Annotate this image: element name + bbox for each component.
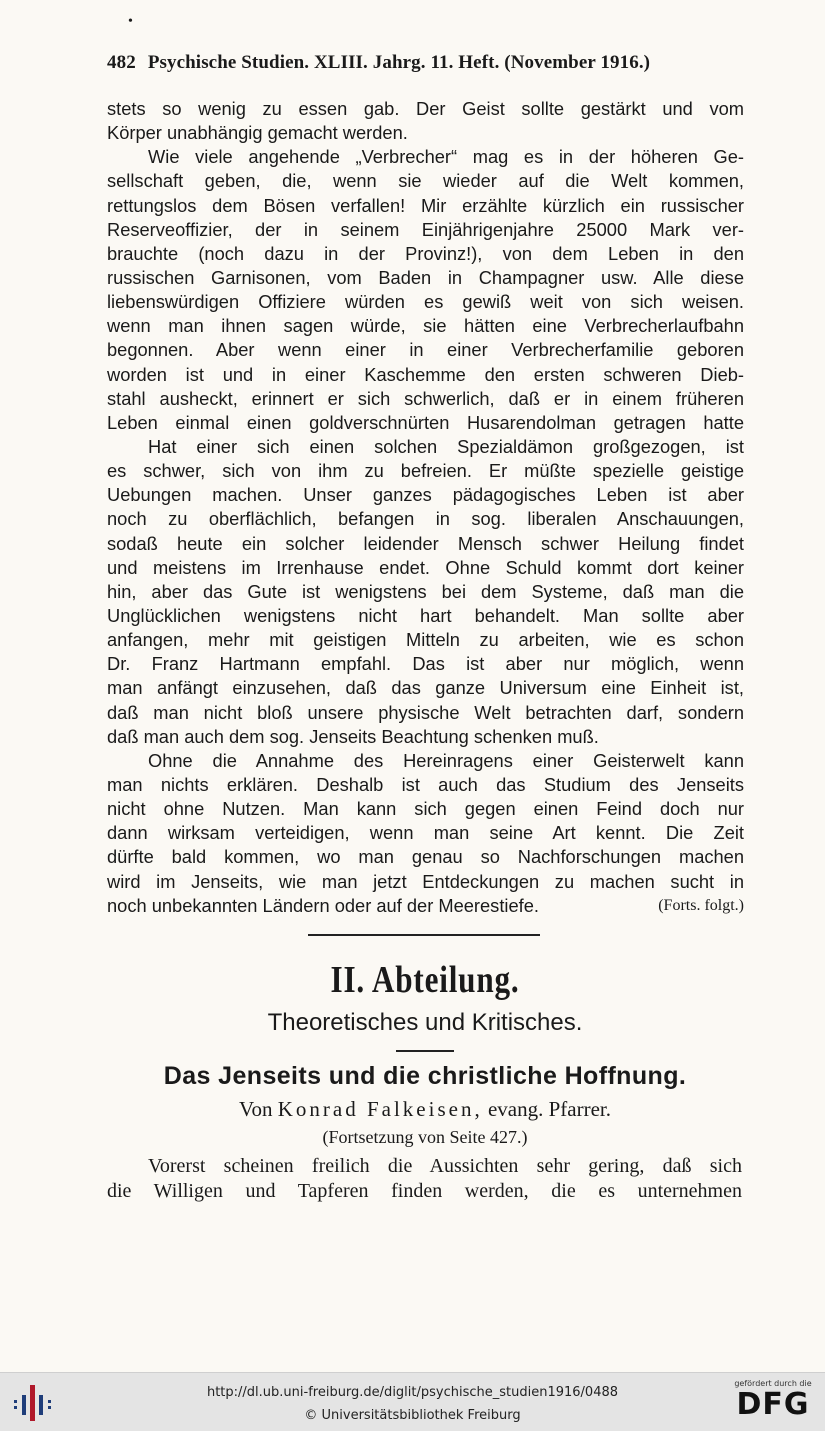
text-line: russischen Garnisonen, vom Baden in Champagner usw. Alle diese <box>107 266 744 288</box>
text-line: sodaß heute ein solcher leidender Mensch schwer Heilung findet <box>107 532 744 554</box>
text-line: Vorerst scheinen freilich die Aussichten sehr gering, daß sich <box>148 1155 742 1177</box>
dfg-wordmark: DFG <box>736 1387 810 1422</box>
title-divider <box>396 1050 454 1052</box>
text-line: brauchte (noch dazu in der Provinz!), von dem Leben in den <box>107 242 744 264</box>
text-line: nicht ohne Nutzen. Man kann sich gegen einen Feind doch nur <box>107 798 744 820</box>
continued-from: (Fortsetzung von Seite 427.) <box>322 1127 528 1147</box>
text-line: liebenswürdigen Offiziere würden es gewiß weit von sich weisen. <box>107 291 744 313</box>
body-text <box>107 97 744 918</box>
section-divider <box>308 934 540 936</box>
text-line: begonnen. Aber wenn einer in einer Verbrecherfamilie geboren <box>107 339 744 361</box>
footer-bar <box>0 1372 825 1431</box>
top-mark: • <box>128 14 133 29</box>
text-line: Unglücklichen wenigstens nicht hart behandelt. Man sollte aber <box>107 604 744 626</box>
article-body <box>107 1154 742 1204</box>
text-line: und meistens im Irrenhause endet. Ohne Schuld kommt dort keiner <box>107 556 744 578</box>
text-line: es schwer, sich von ihm zu befreien. Er müßte spezielle geistige <box>107 460 744 482</box>
text-line: hin, aber das Gute ist wenigstens bei dem Systeme, daß man die <box>107 580 744 602</box>
dfg-tagline: gefördert durch die <box>734 1379 812 1388</box>
text-line: man nichts erklären. Deshalb ist auch das Studium des Jenseits <box>107 773 744 795</box>
section-subtitle: Theoretisches und Kritisches. <box>267 1009 583 1036</box>
text-line: Uebungen machen. Unser ganzes pädagogisches Leben ist aber <box>107 484 744 506</box>
text-line: worden ist und in einer Kaschemme den ersten schweren Dieb- <box>107 363 744 385</box>
text-line: wird im Jenseits, wie man jetzt Entdeckungen zu machen sucht in <box>107 870 744 892</box>
text-line: wenn man ihnen sagen würde, sie hätten eine Verbrecherlaufbahn <box>107 315 744 337</box>
section-title: II. Abteilung. <box>330 959 520 1001</box>
text-line: Reserveoffizier, der in seinem Einjährigenjahre 25000 Mark ver- <box>107 218 744 240</box>
text-line: noch unbekannten Ländern oder auf der Meerestiefe. <box>107 894 539 916</box>
copyright-text: © Universitätsbibliothek Freiburg <box>304 1408 521 1423</box>
text-line: dann wirksam verteidigen, wenn man seine Art kennt. Die Zeit <box>107 822 744 844</box>
text-line: Wie viele angehende „Verbrecher“ mag es in der höheren Ge- <box>148 146 744 168</box>
text-line: Körper unabhängig gemacht werden. <box>107 122 408 144</box>
text-line: stets so wenig zu essen gab. Der Geist sollte gestärkt und vom <box>107 98 744 119</box>
text-line: Dr. Franz Hartmann empfahl. Das ist aber nur möglich, wenn <box>107 653 744 675</box>
text-line: Hat einer sich einen solchen Spezialdämon großgezogen, ist <box>148 435 744 457</box>
text-line: daß man auch dem sog. Jenseits Beachtung schenken muß. <box>107 725 599 747</box>
text-line: man anfängt einzusehen, daß das ganze Universum eine Einheit ist, <box>107 677 744 699</box>
byline-prefix: Von <box>239 1097 273 1121</box>
article-title: Das Jenseits und die christliche Hoffnung. <box>163 1062 687 1090</box>
author-role: evang. Pfarrer. <box>487 1097 611 1121</box>
text-line: die Willigen und Tapferen finden werden, die es unternehmen <box>107 1180 742 1202</box>
text-line: noch zu oberflächlich, befangen in sog. liberalen Anschauungen, <box>107 508 744 530</box>
text-line: daß man nicht bloß unsere physische Welt betrachten darf, sondern <box>107 701 744 723</box>
byline <box>0 1097 825 1122</box>
running-head <box>107 52 747 74</box>
page-number: 482 <box>107 52 136 73</box>
journal-header: Psychische Studien. XLIII. Jahrg. 11. Heft. (November 1916.) <box>147 52 651 73</box>
text-line: anfangen, mehr mit geistigen Mitteln zu arbeiten, wie es schon <box>107 629 744 651</box>
continuation-note: (Forts. folgt.) <box>658 896 744 914</box>
text-line-final <box>107 894 744 918</box>
text-line: dürfte bald kommen, wo man genau so Nachforschungen machen <box>107 846 744 868</box>
author-name: Konrad Falkeisen, <box>277 1097 483 1121</box>
text-line: sellschaft geben, die, wenn sie wieder auf die Welt kommen, <box>107 170 744 192</box>
text-line: rettungslos dem Bösen verfallen! Mir erzählte kürzlich ein russischer <box>107 194 744 216</box>
text-line: stahl ausheckt, erinnert er sich schwerlich, daß er in einem früheren <box>107 387 744 409</box>
dfg-logo <box>728 1379 818 1427</box>
source-url[interactable]: http://dl.ub.uni-freiburg.de/diglit/psychische_studien1916/0488 <box>206 1385 619 1400</box>
text-line: Ohne die Annahme des Hereinragens einer Geisterwelt kann <box>148 749 744 771</box>
text-line: Leben einmal einen goldverschnürten Husarendolman getragen hatte <box>107 411 744 433</box>
